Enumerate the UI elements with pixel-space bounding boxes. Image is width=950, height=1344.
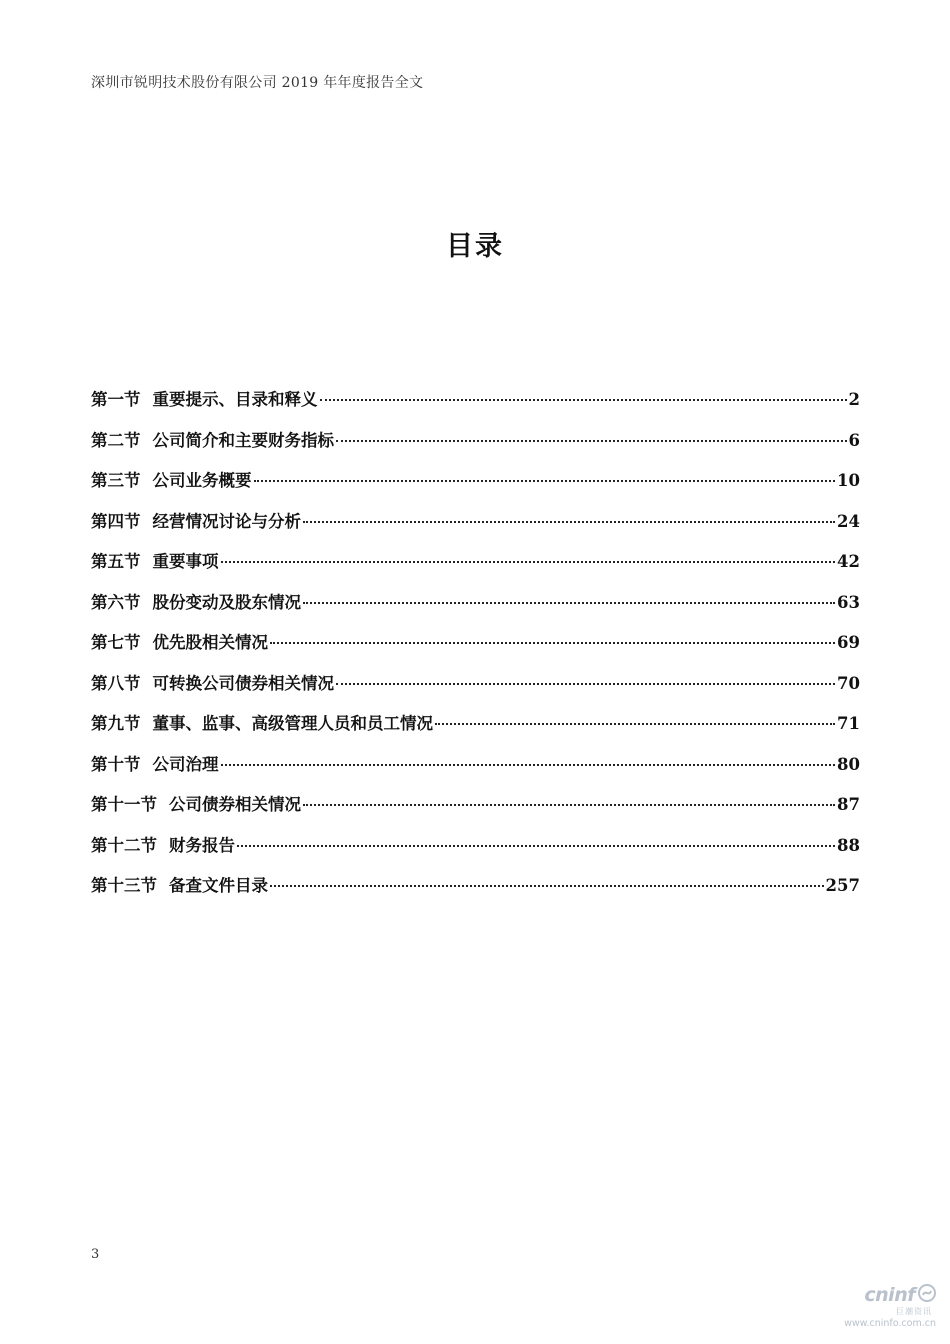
toc-page-number: 69 <box>837 633 860 652</box>
toc-section-title: 公司业务概要 <box>152 471 252 490</box>
toc-entry-1[interactable] <box>91 386 860 427</box>
toc-page-number: 88 <box>837 835 860 855</box>
toc-entry-4[interactable] <box>91 508 860 549</box>
toc-entry-5[interactable] <box>91 548 860 589</box>
watermark-url: www.cninfo.com.cn <box>844 1318 936 1329</box>
toc-section-label: 第十二节 <box>91 835 157 855</box>
toc-section-title: 经营情况讨论与分析 <box>152 511 301 531</box>
toc-section-title: 重要事项 <box>152 552 219 571</box>
toc-page-number: 63 <box>837 592 860 612</box>
toc-section-label: 第十三节 <box>91 876 157 895</box>
toc-section-label: 第十节 <box>91 754 141 774</box>
toc-section-label: 第十一节 <box>91 795 157 814</box>
toc-dot-leader <box>237 845 835 847</box>
toc-section-label: 第一节 <box>91 390 141 409</box>
toc-section-label: 第七节 <box>91 633 141 652</box>
toc-dot-leader <box>303 804 835 806</box>
toc-dot-leader <box>221 764 836 766</box>
toc-page-number: 24 <box>837 511 860 531</box>
toc-section-title: 可转换公司债券相关情况 <box>152 673 334 693</box>
toc-section-title: 公司简介和主要财务指标 <box>152 430 334 450</box>
toc-section-title: 股份变动及股东情况 <box>152 592 301 612</box>
toc-section-title: 优先股相关情况 <box>152 633 268 652</box>
watermark-logo-text: cninf <box>864 1284 915 1306</box>
toc-page-number: 257 <box>825 876 860 895</box>
toc-page-number: 87 <box>837 795 860 814</box>
toc-dot-leader <box>303 521 835 523</box>
toc-entry-8[interactable] <box>91 670 860 711</box>
toc-section-label: 第六节 <box>91 592 141 612</box>
toc-entry-12[interactable] <box>91 832 860 873</box>
toc-dot-leader <box>336 683 835 685</box>
toc-entry-13[interactable] <box>91 872 860 913</box>
toc-dot-leader <box>270 885 824 887</box>
toc-page-number: 42 <box>837 552 860 571</box>
toc-page-number: 70 <box>837 673 860 693</box>
toc-section-label: 第三节 <box>91 471 141 490</box>
toc-section-label: 第八节 <box>91 673 141 693</box>
toc-dot-leader <box>320 399 847 401</box>
toc-page-number: 71 <box>837 714 860 733</box>
toc-dot-leader <box>221 561 836 563</box>
toc-page-number: 80 <box>837 754 860 774</box>
cninfo-logo-icon <box>918 1284 936 1306</box>
toc-section-label: 第九节 <box>91 714 141 733</box>
toc-dot-leader <box>336 440 847 442</box>
table-of-contents <box>91 386 860 913</box>
cninfo-watermark <box>836 1284 936 1332</box>
toc-dot-leader <box>435 723 835 725</box>
toc-entry-9[interactable] <box>91 710 860 751</box>
watermark-cn-text: 巨潮资讯 <box>896 1307 932 1316</box>
toc-section-label: 第四节 <box>91 511 141 531</box>
toc-section-title: 公司治理 <box>152 754 219 774</box>
toc-entry-2[interactable] <box>91 427 860 468</box>
toc-section-title: 重要提示、目录和释义 <box>152 390 318 409</box>
toc-dot-leader <box>254 480 836 482</box>
toc-section-title: 公司债券相关情况 <box>169 795 301 814</box>
toc-page-number: 2 <box>848 390 860 409</box>
toc-section-title: 董事、监事、高级管理人员和员工情况 <box>152 714 433 733</box>
page-header: 深圳市锐明技术股份有限公司 2019 年年度报告全文 <box>91 75 424 91</box>
toc-section-label: 第五节 <box>91 552 141 571</box>
toc-page-number: 10 <box>837 471 860 490</box>
toc-entry-7[interactable] <box>91 629 860 670</box>
toc-page-number: 6 <box>848 430 860 450</box>
toc-section-title: 财务报告 <box>169 835 235 855</box>
toc-dot-leader <box>303 602 835 604</box>
watermark-logo <box>864 1284 936 1306</box>
toc-section-label: 第二节 <box>91 430 141 450</box>
toc-entry-3[interactable] <box>91 467 860 508</box>
toc-entry-6[interactable] <box>91 589 860 630</box>
toc-title: 目录 <box>446 231 504 262</box>
toc-entry-10[interactable] <box>91 751 860 792</box>
toc-section-title: 备查文件目录 <box>169 876 268 895</box>
page-number: 3 <box>91 1247 100 1262</box>
toc-entry-11[interactable] <box>91 791 860 832</box>
toc-dot-leader <box>270 642 835 644</box>
